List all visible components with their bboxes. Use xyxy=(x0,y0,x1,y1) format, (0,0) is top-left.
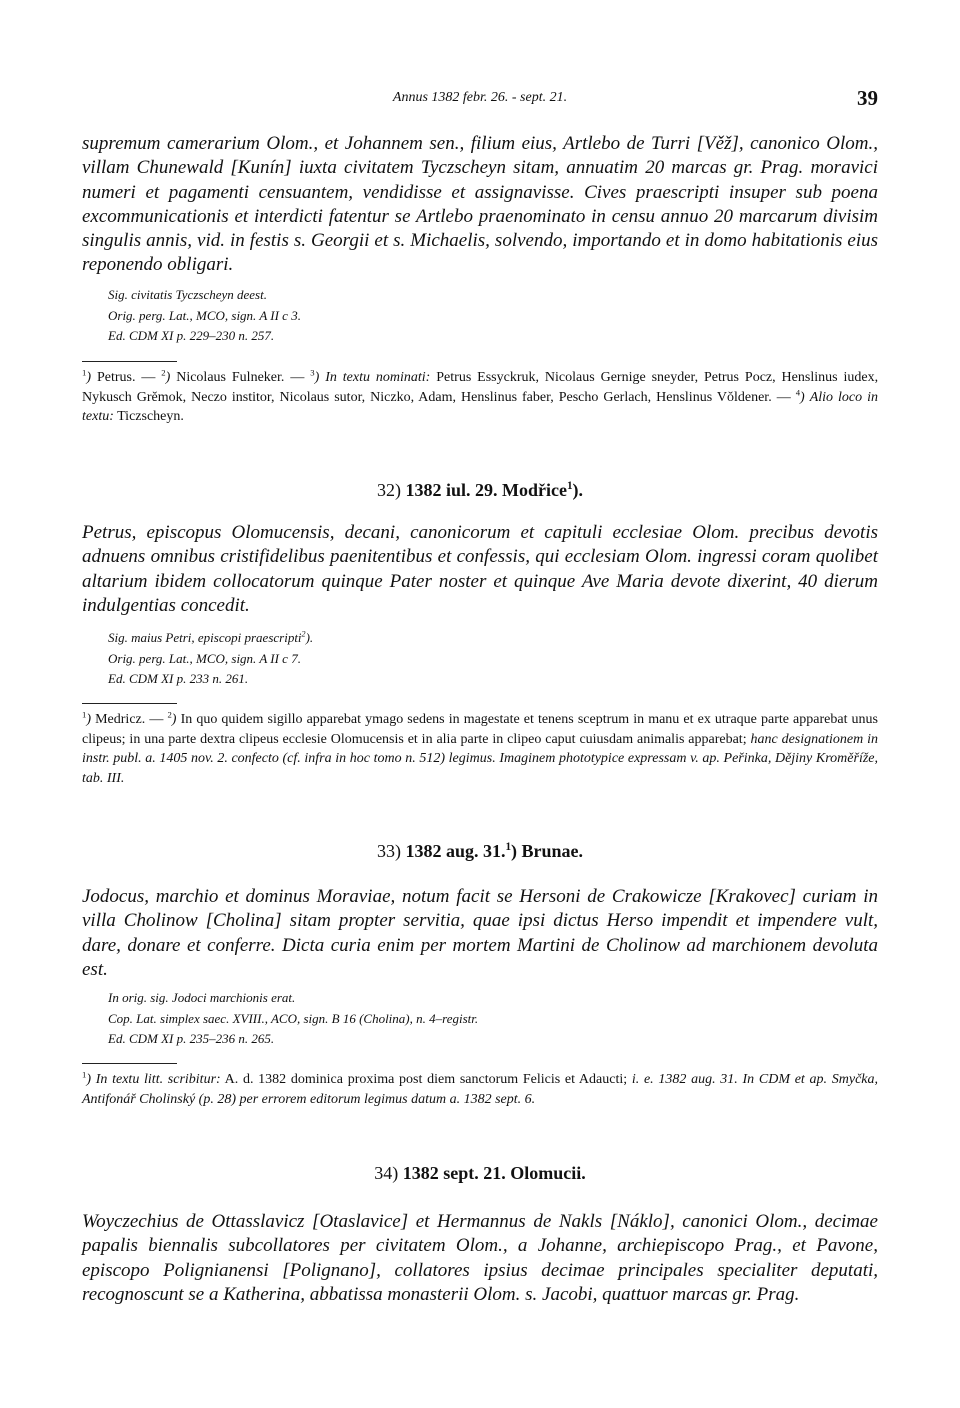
footnote-intro: Alio loco in textu: xyxy=(82,389,879,424)
citation-close: ). xyxy=(305,630,314,645)
entry-33-body: Jodocus, marchio et dominus Moraviae, notum facit se Hersoni de Crakowicze [Krakovec] curiam in villa Cholinow [Cholina] sitam propter servitia, quae ipsi dictus Herso impendit et impendere vult, dare, donare et conferre. Dicta curia enim per mortem Martini de Cholinow ad marchionem devoluta est. xyxy=(82,886,878,980)
footnote-separator: — xyxy=(149,712,164,727)
footnote-text: Ticzscheyn. xyxy=(117,409,184,424)
entry-31-body: supremum camerarium Olom., et Johannem sen., filium eius, Artlebo de Turri [Věž], canonico Olom., villam Chunewald [Kunín] iuxta civitatem Tyczscheyn sitam, annuatim 20 marcas gr. Prag. moravici numeri et pagamenti censuantem, vendidisse et assignavisse. Cives praescripti insuper sub poena excommunicationis et interdicti fatentur se Artlebo praenominato in censu annuo 20 marcarum divisim singulis annis, vid. in festis s. Georgii et s. Michaelis, solvendo, importando et in domo habitationis eius reponendo obligari. xyxy=(82,133,878,276)
entry-34-heading xyxy=(82,1163,878,1184)
footnote-intro: In textu nominati: xyxy=(325,370,431,385)
citation-line xyxy=(108,628,868,649)
footnote-marker: 2 xyxy=(301,629,306,639)
footnote-text: A. d. 1382 dominica proxima post diem sanctorum Felicis et Adaucti; xyxy=(224,1072,628,1087)
entry-date: 1382 iul. 29. Modřice xyxy=(405,480,567,500)
footnote-text: Nicolaus Fulneker. xyxy=(176,370,285,385)
entry-31-footnotes: $^1$) Petrus. — $^2$) Nicolaus Fulneker. — $^3$) In textu nominati: Petrus Essyckruk, Nicolaus Gernige sneyder, Petrus Pocz, Henslinus iudex, Nykusch Grĕmok, Neczo institor, Nicolaus sutor, Niczko, Adam, Henslinus faber, Pescho Gerlach, Henslinus Vŏldener. — $^4$) Alio loco in textu: Ticzscheyn. xyxy=(82,367,879,424)
entry-number: 34) xyxy=(374,1163,399,1183)
running-head-title: Annus 1382 febr. 26. - sept. 21. xyxy=(392,90,568,105)
citation-line: In orig. sig. Jodoci marchionis erat. xyxy=(108,990,296,1005)
footnote-separator: — xyxy=(776,389,791,405)
entry-33-citations xyxy=(108,988,868,1050)
entry-32-body: Petrus, episcopus Olomucensis, decani, canonicorum et capituli ecclesiae Olom. precibus devotis adnuens omnibus cristifidelibus paenitentibus et confessis, qui ecclesiam Olom. ingressi coram quolibet altarium ibidem collocatorum quinque Pater noster et quinque Ave Maria devote dixerint, 40 dierum indulgentias concedit. xyxy=(82,522,878,616)
entry-34-body: Woyczechius de Ottasslavicz [Otaslavice] et Hermannus de Nakls [Náklo], canonici Olom., decimae papalis biennalis subcollatores per civitatem Olom., a Johanne, archiepiscopo Prag., et Pavone, episcopo Polignianensi [Polignano], collatores ipsius decimae principales specialiter deputati, recognoscunt se a Katherina, abbatissa monasterii Olom. s. Jacobi, quattuor marcas gr. Prag. xyxy=(82,1211,878,1305)
footnote-marker: 1 xyxy=(82,1069,87,1080)
entry-32-footnotes: $^1$) Medricz. — $^2$) In quo quidem sigillo apparebat ymago sedens in magestate et tenens sceptrum in manu et ex utraque parte apparebat unus clipeus; in una parte dextra clipeus ecclesie Olomucensis et in alia parte in clipeo caput cuiusdam animalis apparebat; hanc designationem in instr. publ. a. 1405 nov. 2. confecto (cf. infra in hoc tomo n. 512) legimus. Imaginem phototypice expressam v. ap. Peřinka, Dějiny Kroměříže, tab. III. xyxy=(82,709,879,786)
entry-date: 1382 aug. 31. xyxy=(405,841,506,861)
footnote-rule xyxy=(82,703,177,704)
footnote-text: Medricz. xyxy=(95,712,146,727)
footnote-marker: 1 xyxy=(82,367,87,378)
entry-32-heading xyxy=(82,480,878,501)
entry-33-heading xyxy=(82,841,878,862)
entry-date: 1382 sept. 21. Olomucii. xyxy=(402,1163,586,1183)
footnote-separator: — xyxy=(141,370,156,385)
footnote-rule xyxy=(82,1063,177,1064)
document-page xyxy=(82,0,878,1408)
footnote-text: In quo quidem sigillo apparebat ymago sedens in magestate et tenens sceptrum in manu et ex utraque parte apparebat unus clipeus; in una parte dextra clipeus ecclesie Olomucensis et in alia parte in clipeo caput cuiusdam animalis apparebat; xyxy=(82,712,879,747)
entry-number: 33) xyxy=(376,841,401,861)
footnote-separator: — xyxy=(290,370,305,385)
citation-line: Ed. CDM XI p. 235–236 n. 265. xyxy=(108,1031,275,1046)
footnote-marker: 1 xyxy=(82,709,87,720)
footnote-italic: hanc designationem in instr. publ. a. 1405 nov. 2. confecto (cf. infra in hoc tomo n. 512) legimus. Imaginem phototypice expressam v. ap. Peřinka, Dějiny Kroměříže, tab. III. xyxy=(82,731,879,786)
footnote-marker: 2 xyxy=(161,367,166,378)
footnote-marker: 1 xyxy=(505,841,512,853)
citation-line: Orig. perg. Lat., MCO, sign. A II c 7. xyxy=(108,650,301,666)
footnote-intro: In textu litt. scribitur: xyxy=(95,1072,221,1087)
citation-text: Sig. maius Petri, episcopi praescripti xyxy=(108,630,302,645)
citation-line: Cop. Lat. simplex saec. XVIII., ACO, sign. B 16 (Cholina), n. 4–registr. xyxy=(108,1010,479,1026)
heading-close: ). xyxy=(572,480,584,500)
heading-close: ) Brunae. xyxy=(511,841,584,861)
footnote-rule xyxy=(82,361,177,362)
footnote-marker: 2 xyxy=(167,709,172,720)
footnote-italic: i. e. 1382 aug. 31. In CDM et ap. Smyčka, Antifonář Cholinský (p. 28) per errorem editorum legimus datum a. 1382 sept. 6. xyxy=(82,1072,878,1107)
entry-33-footnotes: $^1$) In textu litt. scribitur: A. d. 1382 dominica proxima post diem sanctorum Felicis et Adaucti; i. e. 1382 aug. 31. In CDM et ap. Smyčka, Antifonář Cholinský (p. 28) per errorem editorum legimus datum a. 1382 sept. 6. xyxy=(82,1069,878,1107)
page-number: 39 xyxy=(857,86,878,110)
footnote-text: Petrus. xyxy=(96,370,136,385)
footnote-marker: 1 xyxy=(566,480,573,492)
citation-line: Ed. CDM XI p. 233 n. 261. xyxy=(108,671,249,686)
citation-line: Ed. CDM XI p. 229–230 n. 257. xyxy=(108,328,275,343)
entry-31-citations xyxy=(108,285,868,347)
entry-32-citations xyxy=(108,628,868,690)
citation-line: Orig. perg. Lat., MCO, sign. A II c 3. xyxy=(108,307,301,323)
footnote-marker: 4 xyxy=(795,386,801,397)
entry-number: 32) xyxy=(376,480,401,500)
footnote-text: Petrus Essyckruk, Nicolaus Gernige sneyder, Petrus Pocz, Henslinus iudex, Nykusch Grĕmok, Neczo institor, Nicolaus sutor, Niczko, Adam, Henslinus faber, Pescho Gerlach, Henslinus Vŏldener. xyxy=(82,370,879,405)
footnote-marker: 3 xyxy=(310,367,315,378)
citation-line: Sig. civitatis Tyczscheyn deest. xyxy=(108,287,267,302)
running-head xyxy=(82,86,878,110)
